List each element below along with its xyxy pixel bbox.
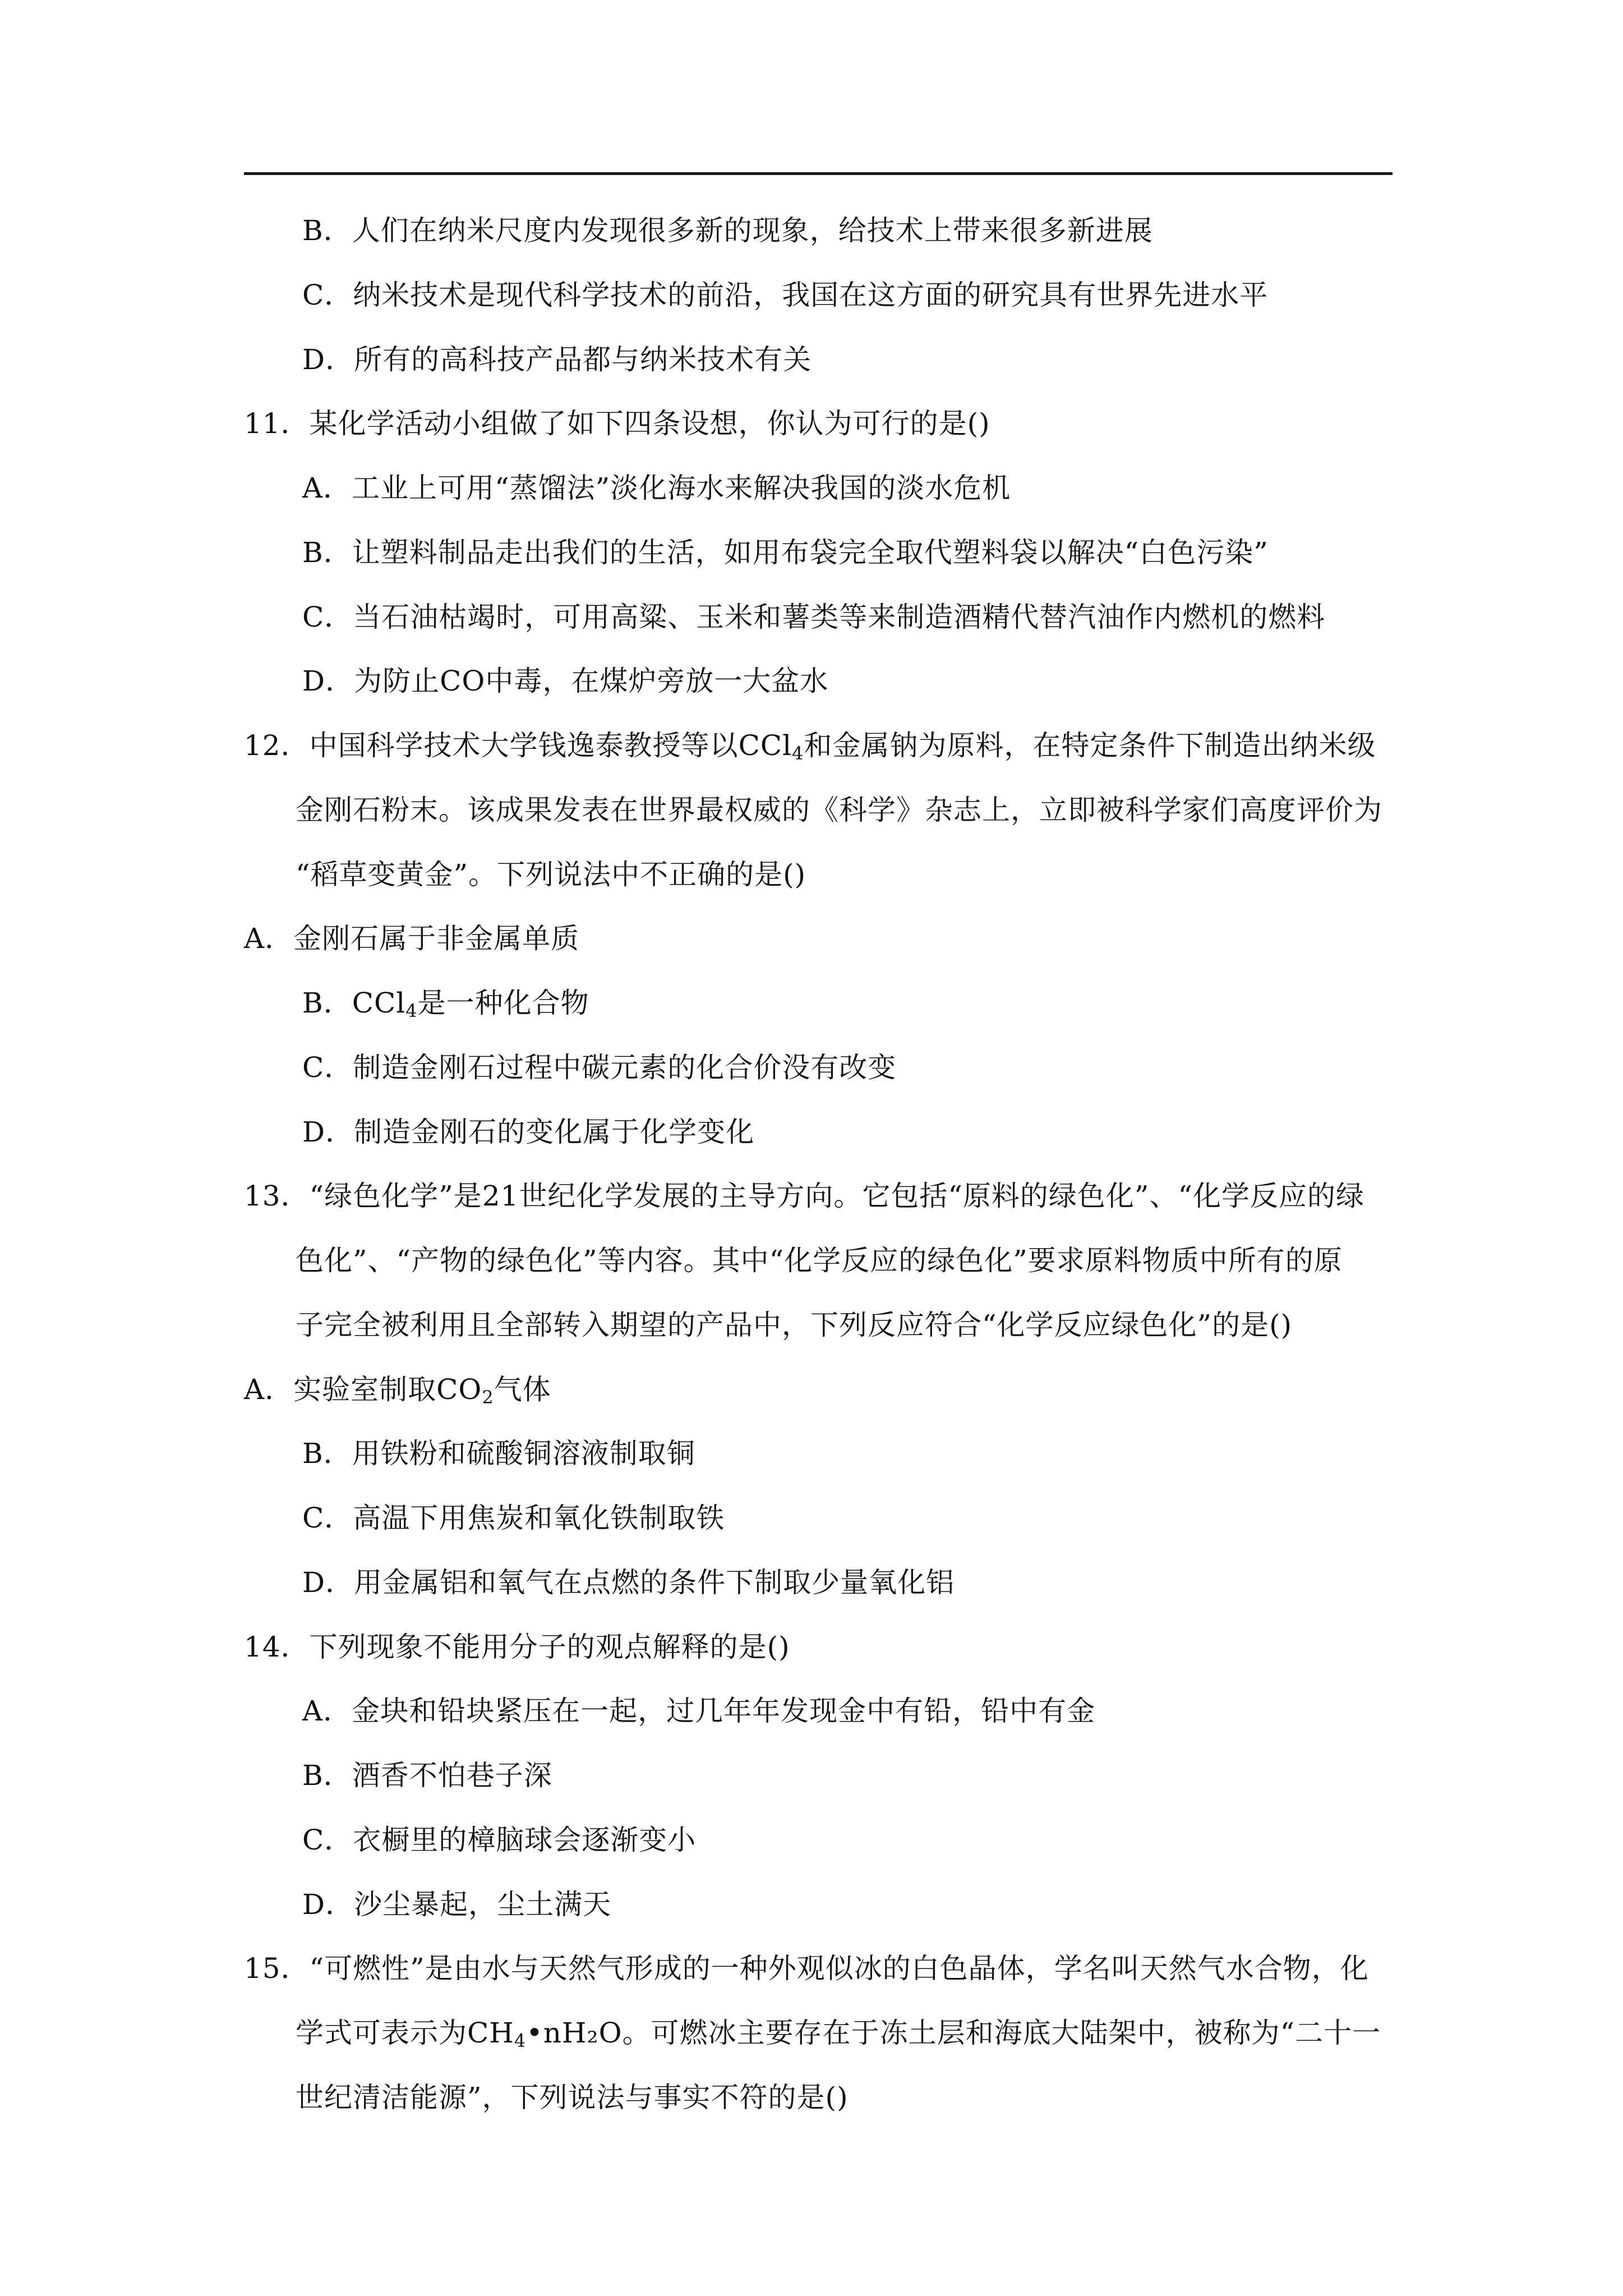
question-11-stem: 11．某化学活动小组做了如下四条设想，你认为可行的是() bbox=[244, 407, 990, 440]
option-12d: D．制造金刚石的变化属于化学变化 bbox=[302, 1116, 755, 1148]
question-12-stem-line-3: “稻草变黄金”。下列说法中不正确的是() bbox=[296, 858, 806, 891]
option-11d: D．为防止CO中毒，在煤炉旁放一大盆水 bbox=[302, 665, 829, 697]
option-14b: B．酒香不怕巷子深 bbox=[302, 1759, 552, 1792]
header-rule bbox=[244, 172, 1393, 175]
subscript: 4 bbox=[514, 2030, 527, 2051]
question-13-stem-line-3: 子完全被利用且全部转入期望的产品中，下列反应符合“化学反应绿色化”的是() bbox=[296, 1309, 1293, 1341]
question-13-stem-line-1: 13．“绿色化学”是21世纪化学发展的主导方向。它包括“原料的绿色化”、“化学反应的绿 bbox=[244, 1180, 1365, 1212]
question-12-stem-line-2: 金刚石粉末。该成果发表在世界最权威的《科学》杂志上，立即被科学家们高度评价为 bbox=[296, 794, 1382, 826]
option-12a: A．金刚石属于非金属单质 bbox=[244, 922, 580, 955]
option-11c: C．当石油枯竭时，可用高粱、玉米和薯类等来制造酒精代替汽油作内燃机的燃料 bbox=[302, 601, 1326, 633]
question-14-stem: 14．下列现象不能用分子的观点解释的是() bbox=[244, 1631, 790, 1663]
subscript: 4 bbox=[405, 1000, 418, 1022]
option-13b: B．用铁粉和硫酸铜溶液制取铜 bbox=[302, 1437, 695, 1470]
option-14a: A．金块和铅块紧压在一起，过几年年发现金中有铅，铅中有金 bbox=[302, 1695, 1096, 1727]
option-13a: A．实验室制取$CO_2$气体 bbox=[244, 1373, 551, 1408]
question-15-stem-line-3: 世纪清洁能源”，下列说法与事实不符的是() bbox=[296, 2081, 849, 2114]
option-12b: B．CCl$_4$是一种化合物 bbox=[302, 987, 589, 1022]
option-10c: C．纳米技术是现代科学技术的前沿，我国在这方面的研究具有世界先进水平 bbox=[302, 279, 1269, 311]
option-12c: C．制造金刚石过程中碳元素的化合价没有改变 bbox=[302, 1051, 897, 1084]
option-14c: C．衣橱里的樟脑球会逐渐变小 bbox=[302, 1824, 697, 1856]
option-10b: B．人们在纳米尺度内发现很多新的现象，给技术上带来很多新进展 bbox=[302, 214, 1153, 247]
subscript: 2 bbox=[482, 1387, 494, 1408]
question-12-stem-line-1: 12．中国科学技术大学钱逸泰教授等以CCl$_4$和金属钠为原料，在特定条件下制造出纳米级 bbox=[244, 729, 1376, 764]
option-10d: D．所有的高科技产品都与纳米技术有关 bbox=[302, 343, 812, 376]
subscript: 4 bbox=[792, 743, 804, 764]
question-13-stem-line-2: 色化”、“产物的绿色化”等内容。其中“化学反应的绿色化”要求原料物质中所有的原 bbox=[296, 1244, 1343, 1277]
option-13c: C．高温下用焦炭和氧化铁制取铁 bbox=[302, 1502, 725, 1534]
option-11b: B．让塑料制品走出我们的生活，如用布袋完全取代塑料袋以解决“白色污染” bbox=[302, 536, 1269, 569]
option-11a: A．工业上可用“蒸馏法”淡化海水来解决我国的淡水危机 bbox=[302, 472, 1011, 504]
question-15-stem-line-2: 学式可表示为$CH_4•nH_2O$。可燃冰主要存在于冻土层和海底大陆架中，被称为“二十一 bbox=[296, 2017, 1381, 2051]
question-15-stem-line-1: 15．“可燃性”是由水与天然气形成的一种外观似冰的白色晶体，学名叫天然气水合物，化 bbox=[244, 1952, 1369, 1985]
option-14d: D．沙尘暴起，尘土满天 bbox=[302, 1888, 612, 1921]
option-13d: D．用金属铝和氧气在点燃的条件下制取少量氧化铝 bbox=[302, 1566, 955, 1599]
